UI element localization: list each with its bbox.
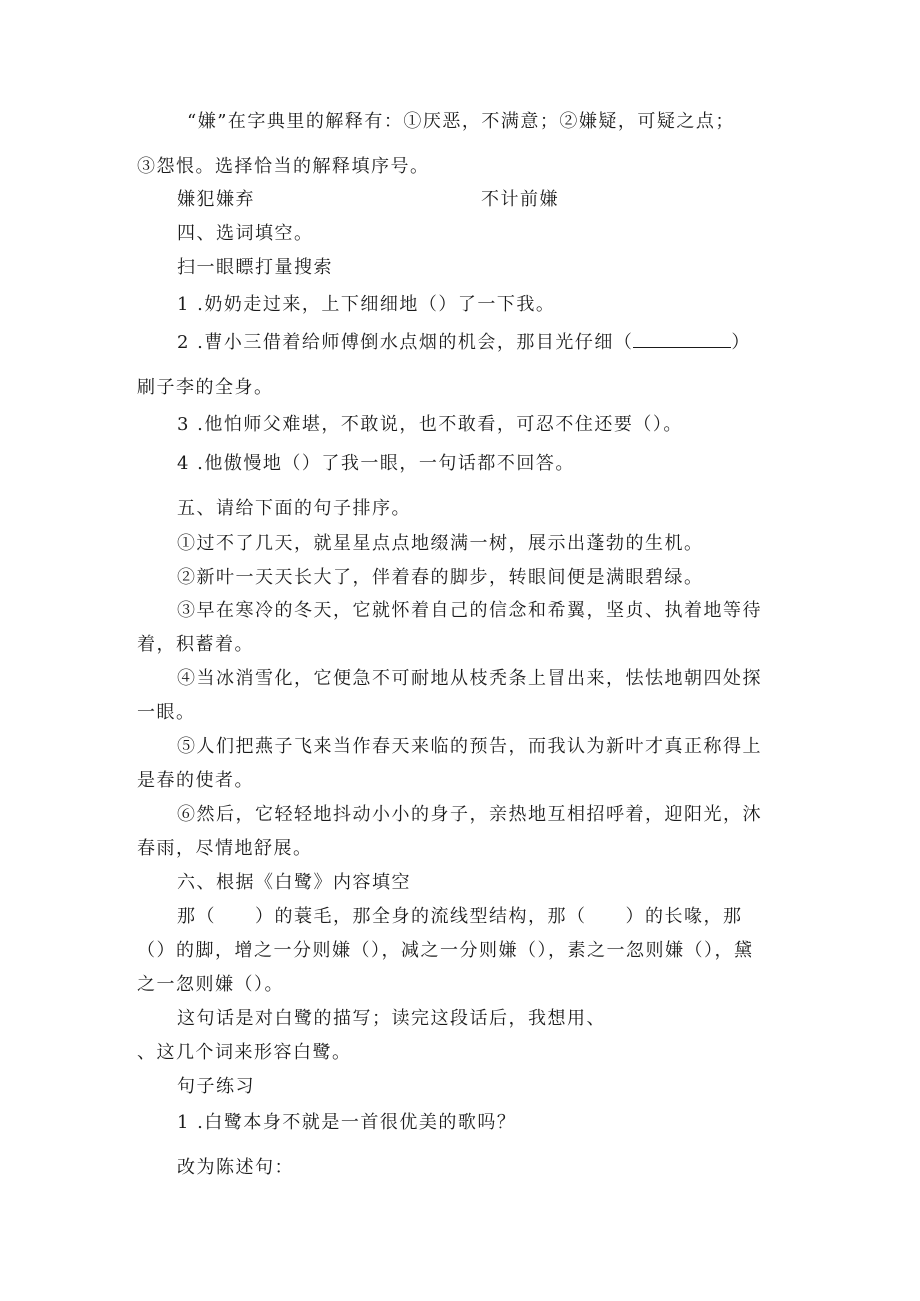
q4-word-bank: 扫一眼瞟打量搜索: [177, 257, 333, 278]
q3-intro-line2: ③怨恨。选择恰当的解释填序号。: [137, 156, 430, 177]
q3-intro-line1: “嫌”在字典里的解释有：①厌恶，不满意；②嫌疑，可疑之点；: [187, 111, 735, 132]
q4-item2-text: 2 .曹小三借着给师傅倒水点烟的机会，那目光仔细（: [177, 332, 634, 353]
q6-para2-line2: 、这几个词来形容白鹭。: [137, 1042, 352, 1063]
q3-word2: 不计前嫌: [481, 189, 559, 210]
q5-sentence6-cont: 春雨，尽情地舒展。: [137, 838, 313, 859]
q5-sentence4-cont: 一眼。: [137, 702, 196, 723]
q4-item2-cont: 刷子李的全身。: [137, 377, 274, 398]
q6-practice-instruction: 改为陈述句：: [177, 1157, 294, 1178]
q4-item2-close: ）: [731, 332, 751, 353]
q5-sentence5-cont: 是春的使者。: [137, 770, 254, 791]
q5-heading: 五、请给下面的句子排序。: [177, 498, 411, 519]
q4-item2: [177, 331, 751, 355]
q5-sentence6: ⑥然后，它轻轻地抖动小小的身子，亲热地互相招呼着，迎阳光，沐: [177, 804, 762, 825]
q6-para1-line3: 之一忽则嫌（）。: [137, 974, 284, 995]
q5-sentence3-cont: 着，积蓄着。: [137, 634, 254, 655]
q6-heading: 六、根据《白鹭》内容填空: [177, 872, 411, 893]
q5-sentence2: ②新叶一天天长大了，伴着春的脚步，转眼间便是满眼碧绿。: [177, 567, 704, 588]
q4-item3: 3 .他怕师父难堪，不敢说，也不敢看，可忍不住还要（）。: [177, 414, 683, 435]
q5-sentence4: ④当冰消雪化，它便急不可耐地从枝秃条上冒出来，怯怯地朝四处探: [177, 668, 762, 689]
q5-sentence5: ⑤人们把燕子飞来当作春天来临的预告，而我认为新叶才真正称得上: [177, 736, 762, 757]
q6-practice-item1: 1 .白鹭本身不就是一首很优美的歌吗？: [177, 1112, 517, 1133]
q4-item4: 4 .他傲慢地（）了我一眼，一句话都不回答。: [177, 453, 575, 474]
q6-practice-heading: 句子练习: [177, 1076, 255, 1097]
q4-heading: 四、选词填空。: [177, 223, 314, 244]
q3-word1: 嫌犯嫌弃: [177, 189, 255, 210]
q4-item2-blank: [633, 333, 731, 348]
q4-item1: 1 .奶奶走过来，上下细细地（）了一下我。: [177, 294, 556, 315]
q5-sentence3: ③早在寒冷的冬天，它就怀着自己的信念和希翼，坚贞、执着地等待: [177, 600, 762, 621]
q6-para1-line1: 那（ ）的蓑毛，那全身的流线型结构，那（ ）的长喙，那: [177, 906, 743, 927]
q6-para1-line2: （）的脚，增之一分则嫌（），减之一分则嫌（），素之一忽则嫌（），黛: [137, 940, 754, 961]
q6-para2-line1: 这句话是对白鹭的描写；读完这段话后，我想用、: [177, 1008, 606, 1029]
q5-sentence1: ①过不了几天，就星星点点地缀满一树，展示出蓬勃的生机。: [177, 533, 704, 554]
